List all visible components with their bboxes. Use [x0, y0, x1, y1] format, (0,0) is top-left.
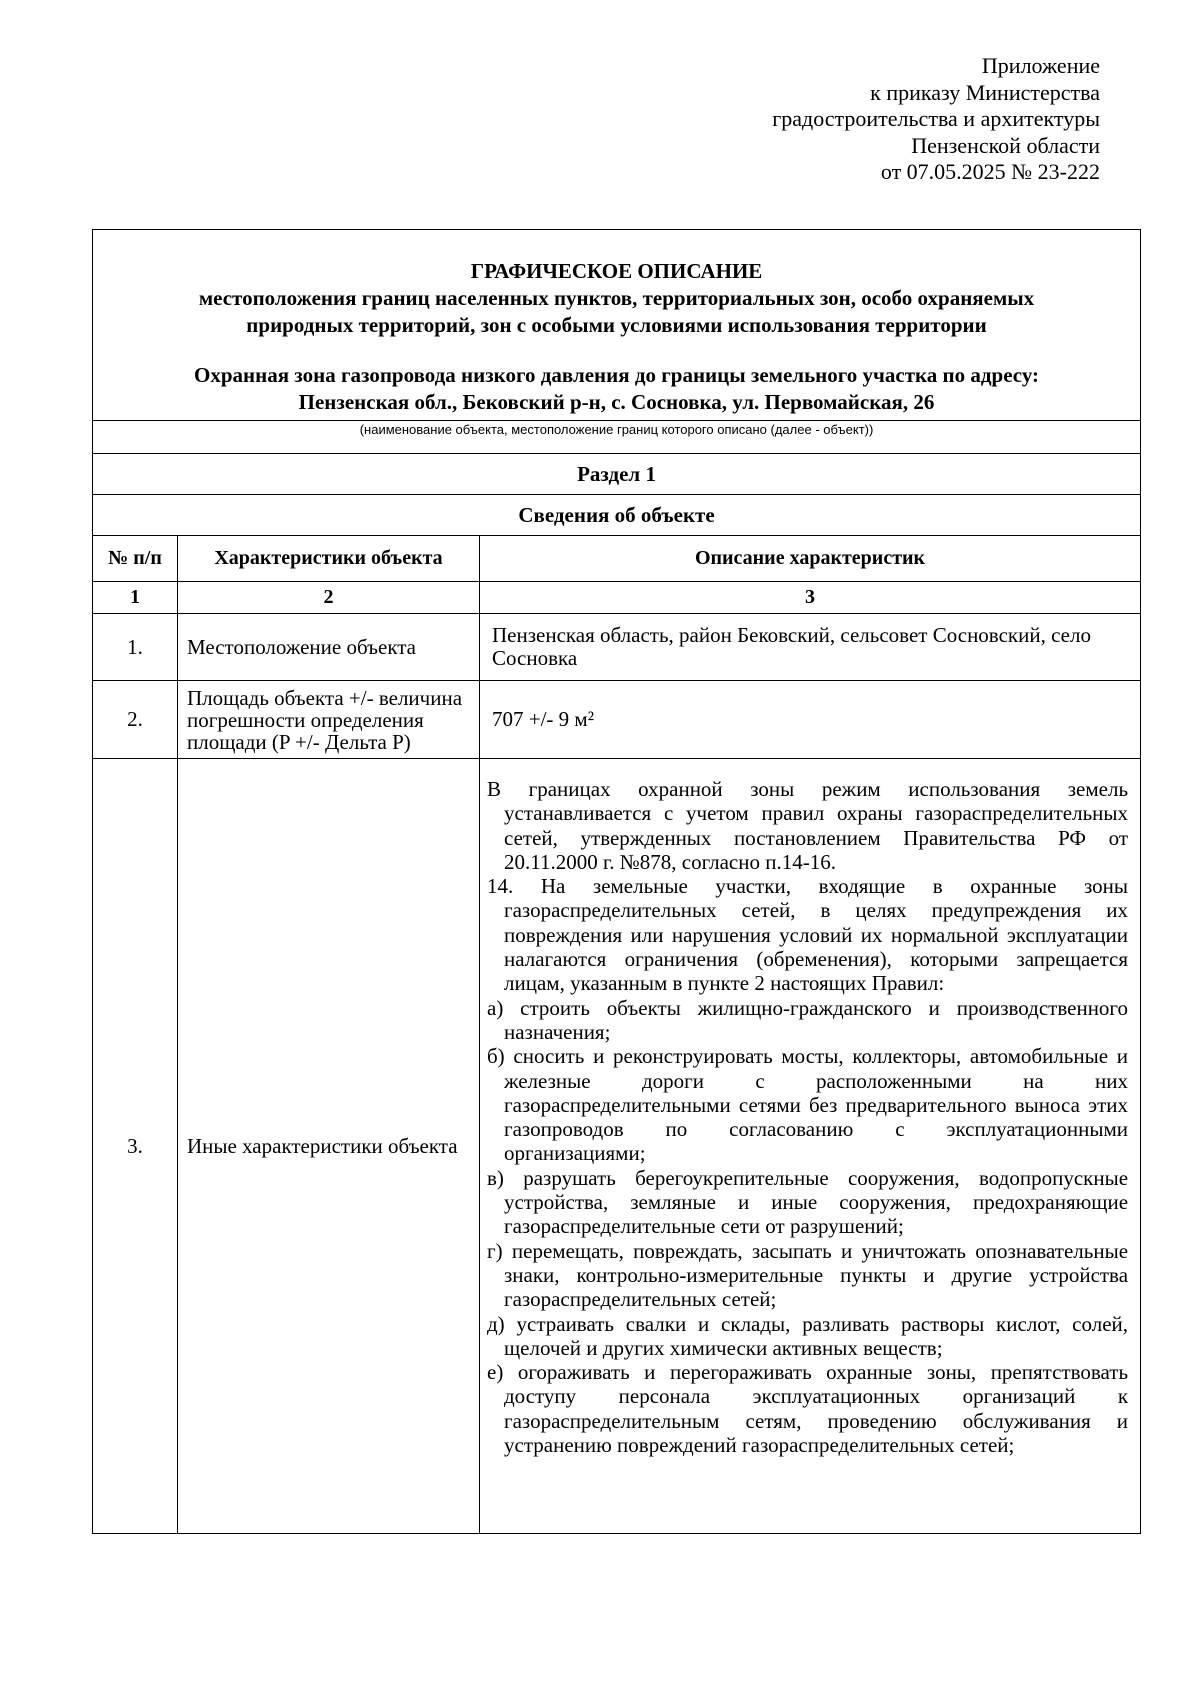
column-number: 1 [93, 582, 178, 614]
row-characteristic: Иные характеристики объекта [178, 759, 480, 1534]
description-paragraph: е) огораживать и перегораживать охранные зоны, препятствовать доступу персонала эксплуатационных организаций к газораспределительным сетям, проведению обслуживания и устранению повреждений газораспределительных сетей; [487, 1360, 1129, 1458]
row-characteristic: Площадь объекта +/- величина погрешности определения площади (P +/- Дельта P) [178, 681, 480, 759]
description-paragraph: 14. На земельные участки, входящие в охранные зоны газораспределительных сетей, в целях предупреждения их повреждения или нарушения условий их нормальной эксплуатации налагаются ограничения (обременения), которыми запрещается лицам, указанным в пункте 2 настоящих Правил: [487, 874, 1129, 996]
row-number: 3. [93, 759, 178, 1534]
document-subtitle-line: природных территорий, зон с особыми условиями использования территории [246, 313, 987, 337]
graphic-description-table [92, 229, 1141, 1534]
column-number: 2 [178, 582, 480, 614]
column-header-row [93, 536, 1141, 582]
column-number: 3 [480, 582, 1141, 614]
row-description: 707 +/- 9 м² [480, 681, 1141, 759]
document-title: ГРАФИЧЕСКОЕ ОПИСАНИЕ [470, 259, 763, 283]
section-row [93, 454, 1141, 495]
row-number: 2. [93, 681, 178, 759]
appendix-reference [580, 53, 1100, 186]
description-paragraph: б) сносить и реконструировать мосты, коллекторы, автомобильные и железные дороги с расположенными на них газораспределительными сетями без предварительного выноса этих газопроводов по согласованию с эксплуатационными организациями; [487, 1044, 1129, 1166]
title-row [93, 230, 1141, 421]
table-row [93, 759, 1141, 1534]
description-paragraph: а) строить объекты жилищно-гражданского и производственного назначения; [487, 995, 1129, 1044]
table-row [93, 681, 1141, 759]
appendix-line: Пензенской области [911, 132, 1100, 158]
row-number: 1. [93, 614, 178, 681]
description-paragraph: д) устраивать свалки и склады, разливать растворы кислот, солей, щелочей и других химически активных веществ; [487, 1311, 1129, 1360]
column-header: Описание характеристик [480, 536, 1141, 582]
document-subtitle-line: местоположения границ населенных пунктов, территориальных зон, особо охраняемых [198, 286, 1035, 310]
description-paragraph: В границах охранной зоны режим использования земель устанавливается с учетом правил охраны газораспределительных сетей, утвержденных постановлением Правительства РФ от 20.11.2000 г. №878, согласно п.14-16. [487, 777, 1129, 874]
object-name-note: (наименование объекта, местоположение границ которого описано (далее - объект)) [93, 421, 1141, 454]
object-name-line: Охранная зона газопровода низкого давления до границы земельного участка по адресу: [193, 363, 1040, 387]
section-subtitle-row [93, 495, 1141, 536]
appendix-line: к приказу Министерства [870, 79, 1100, 105]
appendix-line: от 07.05.2025 № 23-222 [880, 159, 1100, 184]
row-description [480, 759, 1141, 1534]
column-header: № п/п [93, 536, 178, 582]
object-address-line: Пензенская обл., Бековский р-н, с. Сосновка, ул. Первомайская, 26 [298, 390, 935, 414]
row-characteristic: Местоположение объекта [178, 614, 480, 681]
appendix-line: Приложение [981, 53, 1100, 78]
section-title: Раздел 1 [93, 454, 1141, 495]
note-row [93, 421, 1141, 454]
column-number-row [93, 582, 1141, 614]
description-paragraph: г) перемещать, повреждать, засыпать и уничтожать опознавательные знаки, контрольно-измерительные пункты и другие устройства газораспределительных сетей; [487, 1238, 1129, 1312]
row-description: Пензенская область, район Бековский, сельсовет Сосновский, село Сосновка [480, 614, 1141, 681]
title-cell [93, 230, 1141, 421]
table-row [93, 614, 1141, 681]
appendix-line: градостроительства и архитектуры [772, 106, 1100, 131]
description-paragraph: в) разрушать берегоукрепительные сооружения, водопропускные устройства, земляные и иные сооружения, предохраняющие газораспределительные сети от разрушений; [487, 1165, 1129, 1239]
column-header: Характеристики объекта [178, 536, 480, 582]
section-subtitle: Сведения об объекте [93, 495, 1141, 536]
